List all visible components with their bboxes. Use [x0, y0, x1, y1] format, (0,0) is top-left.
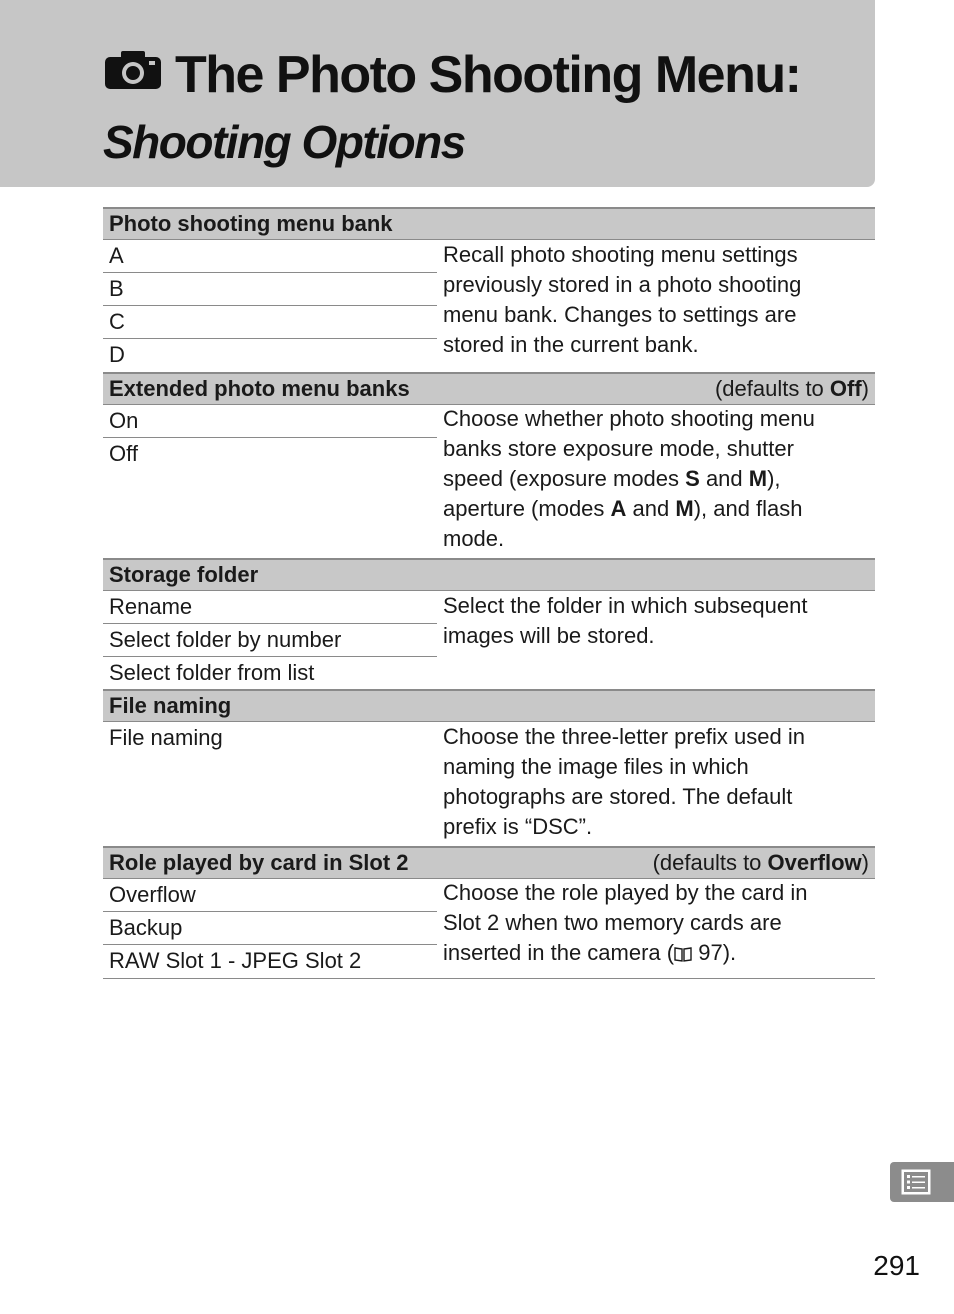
description-storage — [443, 591, 873, 651]
default-note: (defaults to Overflow) — [652, 850, 869, 875]
option-select-folder-from-list: Select folder from list — [109, 660, 315, 685]
title-main: The Photo Shooting Menu: — [175, 46, 801, 104]
table-bottom-rule — [103, 978, 875, 979]
book-icon — [674, 940, 692, 970]
section-header-bank — [103, 207, 875, 240]
option-off: Off — [109, 441, 138, 466]
description-line: Select the folder in which subsequent — [443, 593, 808, 618]
description-line: menu bank. Changes to settings are — [443, 302, 797, 327]
section-header-slot2 — [103, 846, 875, 879]
option-backup: Backup — [103, 912, 437, 945]
option-b: B — [103, 273, 437, 306]
description-line: inserted in the camera ( 97). — [443, 938, 873, 970]
section-title: Storage folder — [109, 562, 259, 587]
menu-list-icon — [890, 1162, 954, 1202]
page-title — [103, 40, 800, 113]
section-header-storage — [103, 558, 875, 591]
description-line: speed (exposure modes S and M), — [443, 466, 781, 491]
option-overflow: Overflow — [103, 879, 437, 912]
section-title: Extended photo menu banks — [109, 376, 410, 401]
option-rename: Rename — [103, 591, 437, 624]
description-line: Slot 2 when two memory cards are — [443, 910, 782, 935]
description-line: images will be stored. — [443, 623, 655, 648]
section-header-naming — [103, 689, 875, 722]
description-line: Choose the three-letter prefix used in — [443, 724, 805, 749]
description-line: mode. — [443, 526, 505, 551]
description-line: naming the image files in which — [443, 754, 749, 779]
option-c: C — [103, 306, 437, 339]
section-header-extended — [103, 372, 875, 405]
section-title: Role played by card in Slot 2 — [109, 850, 409, 875]
description-line: photographs are stored. The default — [443, 784, 793, 809]
page-subtitle: Shooting Options — [103, 116, 465, 168]
description-line: Recall photo shooting menu settings — [443, 242, 798, 267]
description-line: aperture (modes A and M), and flash — [443, 496, 803, 521]
section-title: File naming — [109, 693, 232, 718]
description-line: banks store exposure mode, shutter — [443, 436, 794, 461]
default-note: (defaults to Off) — [714, 376, 869, 401]
camera-icon — [103, 39, 163, 109]
description-bank — [443, 240, 873, 360]
option-raw-jpeg: RAW Slot 1 - JPEG Slot 2 — [109, 948, 362, 973]
description-line: Choose the role played by the card in — [443, 880, 808, 905]
description-extended — [443, 404, 873, 554]
page-number: 291 — [873, 1250, 920, 1281]
option-d: D — [109, 342, 125, 367]
description-line: previously stored in a photo shooting — [443, 272, 802, 297]
description-slot2 — [443, 878, 873, 970]
description-naming — [443, 722, 873, 842]
section-title: Photo shooting menu bank — [109, 211, 393, 236]
option-on: On — [103, 405, 437, 438]
option-select-folder-by-number: Select folder by number — [103, 624, 437, 657]
description-line: Choose whether photo shooting menu — [443, 406, 815, 431]
description-line: stored in the current bank. — [443, 332, 699, 357]
option-a: A — [103, 240, 437, 273]
description-line: prefix is “DSC”. — [443, 814, 593, 839]
option-file-naming: File naming — [109, 725, 223, 750]
